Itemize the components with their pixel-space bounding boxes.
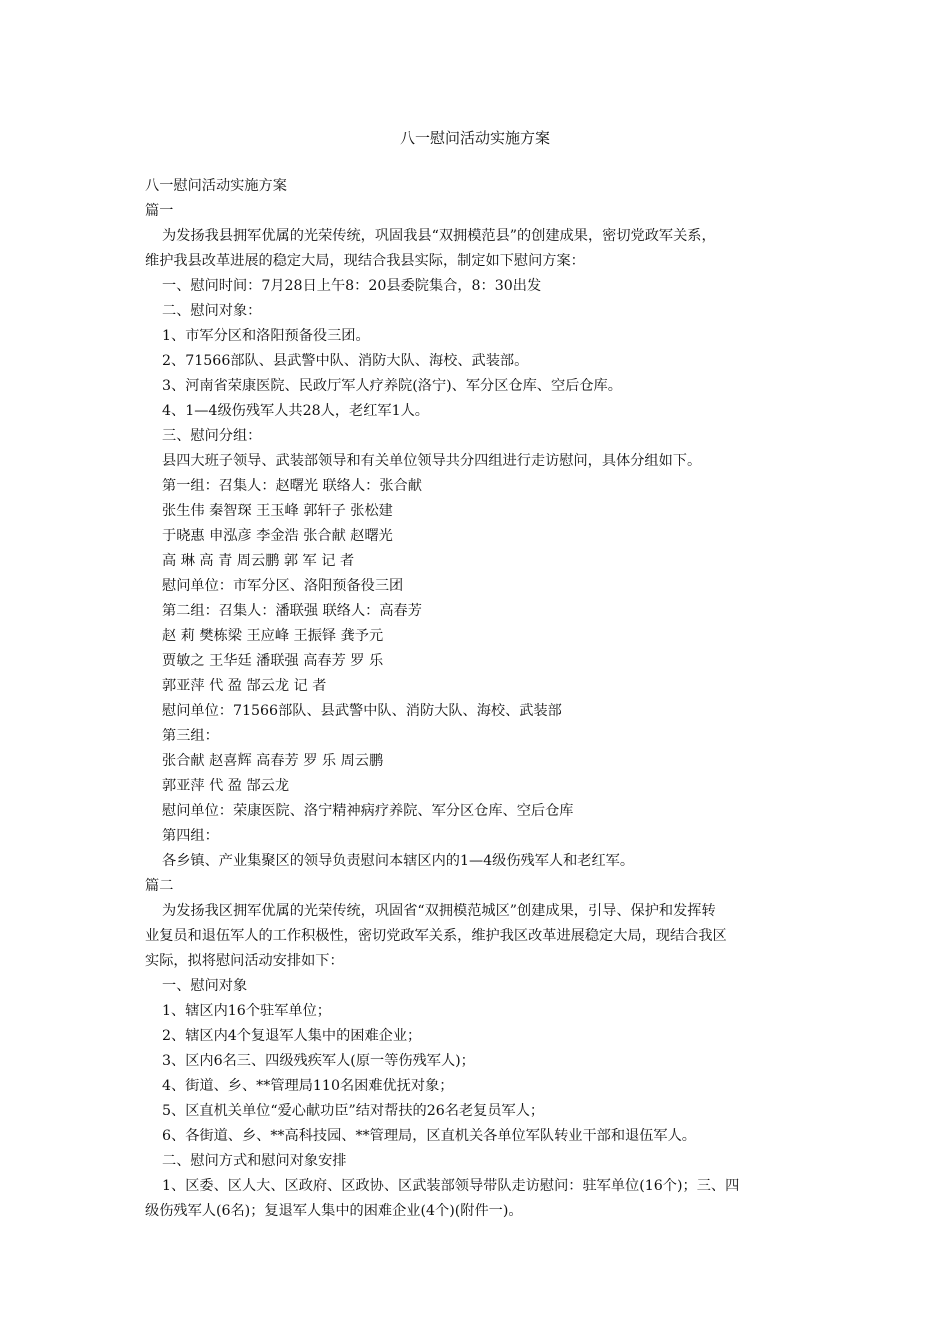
text-line: 第四组： xyxy=(162,828,219,844)
text-line: 实际，拟将慰问活动安排如下： xyxy=(145,953,344,969)
text-line: 6、各街道、乡、**高科技园、**管理局，区直机关各单位军队转业干部和退伍军人。 xyxy=(162,1128,696,1144)
text-line: 1、市军分区和洛阳预备役三团。 xyxy=(162,328,370,344)
text-line: 第一组：召集人：赵曙光 联络人：张合献 xyxy=(162,478,422,494)
text-line: 篇二 xyxy=(145,878,174,894)
text-line: 业复员和退伍军人的工作积极性，密切党政军关系，维护我区改革进展稳定大局，现结合我区 xyxy=(145,928,727,944)
text-line: 2、71566部队、县武警中队、消防大队、海校、武装部。 xyxy=(162,353,529,369)
text-line: 一、慰问对象 xyxy=(162,978,248,994)
text-line: 赵 莉 樊栋梁 王应峰 王振铎 龚予元 xyxy=(162,628,384,644)
text-line: 慰问单位：荣康医院、洛宁精神病疗养院、军分区仓库、空后仓库 xyxy=(162,803,574,819)
text-line: 5、区直机关单位“爱心献功臣”结对帮扶的26名老复员军人； xyxy=(162,1103,545,1119)
text-line: 3、河南省荣康医院、民政厅军人疗养院(洛宁)、军分区仓库、空后仓库。 xyxy=(162,378,622,394)
text-line: 篇一 xyxy=(145,203,174,219)
text-line: 三、慰问分组： xyxy=(162,428,262,444)
text-line: 1、辖区内16个驻军单位； xyxy=(162,1003,331,1019)
text-line: 一、慰问时间：7月28日上午8：20县委院集合，8：30出发 xyxy=(162,278,542,294)
text-line: 4、1—4级伤残军人共28人，老红军1人。 xyxy=(162,403,429,419)
text-line: 张合献 赵喜辉 高春芳 罗 乐 周云鹏 xyxy=(162,753,384,769)
text-line: 慰问单位：市军分区、洛阳预备役三团 xyxy=(162,578,404,594)
text-line: 各乡镇、产业集聚区的领导负责慰问本辖区内的1—4级伤残军人和老红军。 xyxy=(162,853,635,869)
text-line: 第三组： xyxy=(162,728,219,744)
text-line: 1、区委、区人大、区政府、区政协、区武装部领导带队走访慰问：驻军单位(16个)；三、四 xyxy=(162,1178,740,1194)
text-line: 二、慰问方式和慰问对象安排 xyxy=(162,1153,347,1169)
text-line: 县四大班子领导、武装部领导和有关单位领导共分四组进行走访慰问，具体分组如下。 xyxy=(162,453,702,469)
text-line: 高 琳 高 青 周云鹏 郭 军 记 者 xyxy=(162,553,355,569)
text-line: 郭亚萍 代 盈 郜云龙 记 者 xyxy=(162,678,327,694)
text-line: 慰问单位：71566部队、县武警中队、消防大队、海校、武装部 xyxy=(162,703,562,719)
text-line: 4、街道、乡、**管理局110名困难优抚对象； xyxy=(162,1078,454,1094)
text-line: 第二组：召集人：潘联强 联络人：高春芳 xyxy=(162,603,422,619)
text-line: 张生伟 秦智琛 王玉峰 郭轩子 张松建 xyxy=(162,503,393,519)
text-line: 二、慰问对象： xyxy=(162,303,262,319)
text-line: 级伤残军人(6名)；复退军人集中的困难企业(4个)(附件一)。 xyxy=(145,1203,523,1219)
text-line: 贾敏之 王华廷 潘联强 高春芳 罗 乐 xyxy=(162,653,384,669)
text-line: 郭亚萍 代 盈 郜云龙 xyxy=(162,778,290,794)
text-line: 于晓惠 申泓彦 李金浩 张合献 赵曙光 xyxy=(162,528,393,544)
text-line: 八一慰问活动实施方案 xyxy=(145,178,287,194)
text-line: 3、区内6名三、四级残疾军人(原一等伤残军人)； xyxy=(162,1053,475,1069)
document-body xyxy=(145,174,810,1224)
text-line: 为发扬我区拥军优属的光荣传统，巩固省“双拥模范城区”创建成果，引导、保护和发挥转 xyxy=(162,903,716,919)
text-line: 为发扬我县拥军优属的光荣传统，巩固我县“双拥模范县”的创建成果，密切党政军关系， xyxy=(162,228,716,244)
text-line: 2、辖区内4个复退军人集中的困难企业； xyxy=(162,1028,422,1044)
text-line: 维护我县改革进展的稳定大局，现结合我县实际，制定如下慰问方案： xyxy=(145,253,585,269)
page-title: 八一慰问活动实施方案 xyxy=(399,129,550,147)
